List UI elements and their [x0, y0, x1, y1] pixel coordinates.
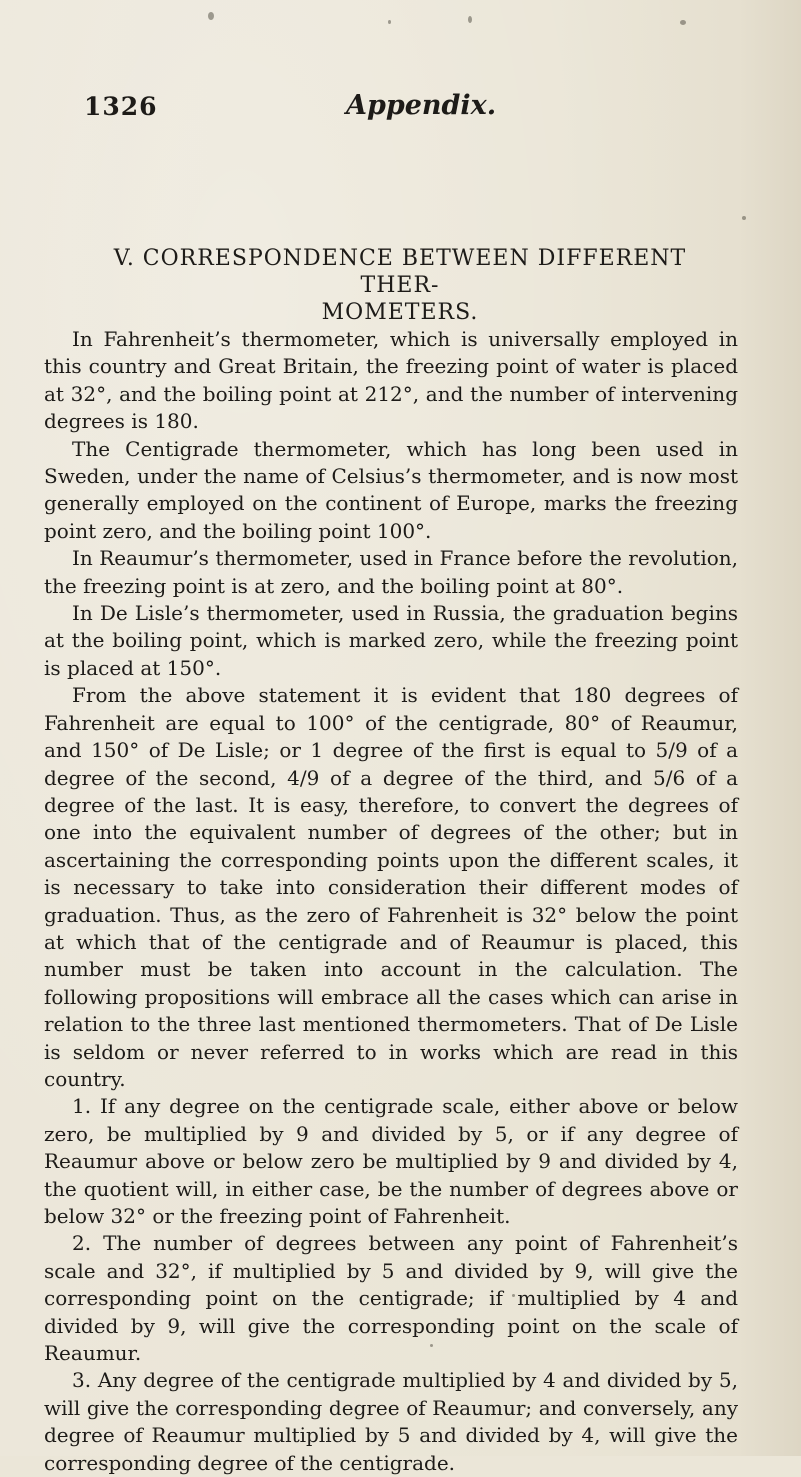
- running-head: Appendix.: [346, 90, 497, 121]
- paragraph-rule-3: 3. Any degree of the centigrade multiplied by 4 and divided by 5, will give the corresponding degree of Reaumur; and conversely, any degree of Reaumur multiplied by 5 and divided by 4, will give the corresponding degree of the centigrade.: [44, 1368, 738, 1475]
- paper-speck: [388, 20, 391, 24]
- paragraph-fahrenheit: In Fahrenheit’s thermometer, which is universally employed in this country and Great Britain, the freezing point of water is placed at 32°, and the boiling point at 212°, and the number of intervening degrees is 180.: [44, 327, 738, 434]
- paragraph-conversion: From the above statement it is evident that 180 degrees of Fahrenheit are equal to 100° of the centigrade, 80° of Reaumur, and 150° of De Lisle; or 1 degree of the first is equal to 5/9 of a degree of the second, 4/9 of a degree of the third, and 5/6 of a degree of the last. It is easy, therefore, to convert the degrees of one into the equivalent number of degrees of the other; but in ascertaining the corresponding points upon the different scales, it is necessary to take into consideration their different modes of graduation. Thus, as the zero of Fahrenheit is 32° below the point at which that of the centigrade and of Reaumur is placed, this number must be taken into account in the calculation. The following propositions will embrace all the cases which can arise in relation to the three last mentioned thermometers. That of De Lisle is seldom or never referred to in works which are read in this country.: [44, 683, 738, 1091]
- paragraph-centigrade: The Centigrade thermometer, which has long been used in Sweden, under the name of Celsius’s thermometer, and is now most generally employed on the continent of Europe, marks the freezing point zero, and the boiling point 100°.: [44, 436, 738, 543]
- page-number: 1326: [84, 92, 158, 121]
- page-header: [84, 92, 744, 132]
- body-text: [44, 326, 738, 1477]
- paper-speck: [742, 216, 746, 220]
- section-title-continuation: MOMETERS.: [321, 300, 479, 325]
- paper-speck: [208, 12, 214, 20]
- paragraph-rule-1: 1. If any degree on the centigrade scale, either above or below zero, be multiplied by 9 and divided by 5, or if any degree of Reaumur above or below zero be multiplied by 9 and divided by 4, the quotient will, in either case, be the number of degrees above or below 32° or the freezing point of Fahrenheit.: [44, 1094, 738, 1228]
- paper-speck: [680, 20, 686, 25]
- section-title: V. CORRESPONDENCE BETWEEN DIFFERENT THER-: [113, 246, 687, 298]
- paper-speck: [468, 16, 472, 23]
- paragraph-de-lisle: In De Lisle’s thermometer, used in Russia, the graduation begins at the boiling point, which is marked zero, while the freezing point is placed at 150°.: [44, 601, 738, 680]
- paragraph-rule-2: 2. The number of degrees between any point of Fahrenheit’s scale and 32°, if multiplied by 5 and divided by 9, will give the corresponding point on the centigrade; if multiplied by 4 and divided by 9, will give the corresponding point on the scale of Reaumur.: [44, 1231, 738, 1366]
- section-heading: [100, 245, 700, 326]
- paragraph-reaumur: In Reaumur’s thermometer, used in France before the revolution, the freezing point is at zero, and the boiling point at 80°.: [44, 546, 738, 598]
